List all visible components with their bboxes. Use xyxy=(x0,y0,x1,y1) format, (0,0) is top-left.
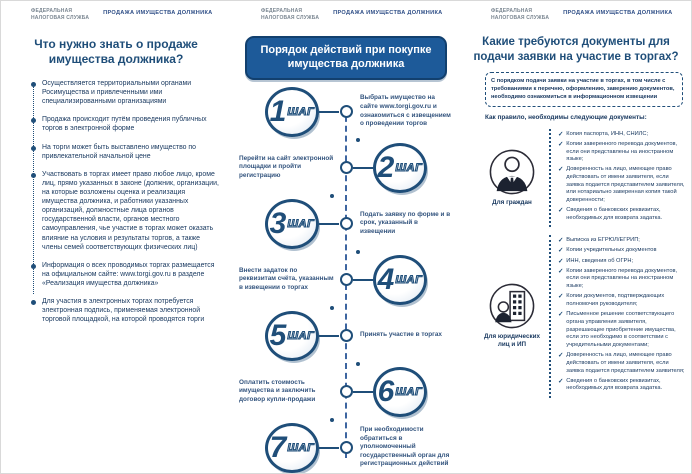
step-1 xyxy=(231,84,461,140)
step-number: 6 xyxy=(377,374,395,408)
program-title: ПРОДАЖА ИМУЩЕСТВА ДОЛЖНИКА xyxy=(563,10,673,16)
steps-title-box xyxy=(245,36,447,80)
step-6-badge-wrap xyxy=(353,367,453,417)
list-item: ✓ Копии документов, подтверждающих полномочия руководителя; xyxy=(558,293,665,308)
check-icon: ✓ xyxy=(558,267,564,275)
step-5-text: Принять участие в торгах xyxy=(360,331,442,339)
list-item: ✓ Письменное решение соответствующего органа управления заявителя, разрешающее приобретение имущества, если это необходимо в соответствии с учредительными документами; xyxy=(558,311,676,348)
step-2-badge xyxy=(373,143,427,193)
step-1-badge xyxy=(265,87,319,137)
list-item: На торги может быть выставлено имущество по привлекательной начальной цене xyxy=(31,143,221,161)
citizens-group xyxy=(481,129,685,228)
check-icon: ✓ xyxy=(558,247,564,255)
timeline-node xyxy=(340,329,353,342)
fns-header xyxy=(231,1,461,27)
timeline-node xyxy=(340,273,353,286)
check-icon: ✓ xyxy=(558,207,564,215)
citizens-checklist xyxy=(549,129,685,228)
legal-entities-label: Для юридических лиц и ИП xyxy=(484,333,540,349)
check-icon: ✓ xyxy=(558,237,564,245)
connector-line xyxy=(319,223,339,225)
legal-entities-icon-block xyxy=(481,283,543,349)
steps-timeline xyxy=(231,84,461,474)
citizens-label: Для граждан xyxy=(492,198,532,206)
list-item: ✓ ИНН, сведения об ОГРН; xyxy=(558,257,634,265)
step-label: ШАГ xyxy=(287,105,315,118)
agency-line1: ФЕДЕРАЛЬНАЯ xyxy=(31,8,73,14)
list-item: ✓ Выписка из ЕГРЮЛ/ЕГРИП; xyxy=(558,237,640,245)
step-7-badge-wrap xyxy=(239,423,339,473)
step-1-text: Выбрать имущество на сайте www.torgi.gov.ru и ознакомиться с извещением о проведении торгов xyxy=(360,94,451,128)
list-item: ✓ Копия паспорта, ИНН, СНИЛС; xyxy=(558,130,649,138)
right-panel-title: Какие требуются документы для подачи заявки на участие в торгах? xyxy=(473,36,679,63)
check-icon: ✓ xyxy=(558,140,564,148)
panel-steps xyxy=(231,1,461,473)
citizen-icon xyxy=(489,149,535,195)
list-item: Информация о всех проводимых торгах размещается на официальном сайте: www.torgi.gov.ru в разделе «Реализация имущества должника» xyxy=(31,261,221,288)
step-3 xyxy=(231,196,461,252)
connector-line xyxy=(353,279,373,281)
step-5-badge xyxy=(265,311,319,361)
connector-line xyxy=(353,391,373,393)
organization-icon xyxy=(489,283,535,329)
timeline-node xyxy=(340,385,353,398)
step-7-badge xyxy=(265,423,319,473)
step-label: ШАГ xyxy=(395,161,423,174)
step-2-badge-wrap xyxy=(353,143,453,193)
step-label: ШАГ xyxy=(287,441,315,454)
step-label: ШАГ xyxy=(287,217,315,230)
step-number: 3 xyxy=(269,206,287,240)
steps-title: Порядок действий при покупке имущества должника xyxy=(260,44,432,70)
list-item: Для участия в электронных торгах потребуется электронная подпись, применяемая электронной торговой площадкой, на которой проводятся торги xyxy=(31,297,221,324)
list-item: Участвовать в торгах имеет право любое лицо, кроме лиц, прямо указанных в законе (должник, организации, на которые возложены оценка и реализация имущества должника, и работники указанных организаций, должностные лица органов государственной власти, органов местного самоуправления, чье участие в торгах может оказать влияние на условия и результаты торгов, а также члены семей соответствующих физических лиц) xyxy=(31,170,221,252)
agency-line1: ФЕДЕРАЛЬНАЯ xyxy=(261,8,303,14)
step-number: 1 xyxy=(269,94,287,128)
list-item: ✓ Копии заверенного перевода документов, если они представлены на иностранном языке; xyxy=(558,267,678,290)
check-icon: ✓ xyxy=(558,377,564,385)
list-item: Продажа происходит путём проведения публичных торгов в электронной форме xyxy=(31,115,221,133)
agency-line2: НАЛОГОВАЯ СЛУЖБА xyxy=(491,14,550,21)
legal-entities-group xyxy=(481,235,685,397)
check-icon: ✓ xyxy=(558,257,564,265)
step-4-badge-wrap xyxy=(353,255,453,305)
list-item: ✓ Сведения о банковских реквизитах, необходимых для возврата задатка. xyxy=(558,207,663,222)
step-2-text: Перейти на сайт электронной площадки и пройти регистрацию xyxy=(239,154,334,179)
step-4 xyxy=(231,252,461,308)
agency-name xyxy=(491,8,549,21)
step-3-text: Подать заявку по форме и в срок, указанный в извещении xyxy=(360,210,451,235)
documents-intro: Как правило, необходимы следующие документы: xyxy=(485,113,647,121)
step-7 xyxy=(231,420,461,474)
notice-box: С порядком подачи заявки на участие в торгах, в том числе с требованиями к перечню, оформлению, заверению документов, необходимо ознакомиться в информационном извещении xyxy=(485,72,683,107)
connector-line xyxy=(353,167,373,169)
step-label: ШАГ xyxy=(395,385,423,398)
list-item: ✓ Доверенность на лицо, имеющее право действовать от имени заявителя, если заявка подается представителем заявителя; xyxy=(558,352,685,374)
list-item: ✓ Доверенность на лицо, имеющее право действовать от имени заявителя, если заявка подается представителем заявителя, или нотариально заверенная копия такой доверенности; xyxy=(558,166,685,204)
timeline-node xyxy=(340,161,353,174)
list-item: Осуществляется территориальными органами Росимущества и привлеченными ими специализированными организациями xyxy=(31,79,221,106)
program-title: ПРОДАЖА ИМУЩЕСТВА ДОЛЖНИКА xyxy=(103,10,213,16)
panel-about-sale xyxy=(1,1,231,473)
agency-line1: ФЕДЕРАЛЬНАЯ xyxy=(491,8,533,14)
step-number: 2 xyxy=(377,150,395,184)
program-title: ПРОДАЖА ИМУЩЕСТВА ДОЛЖНИКА xyxy=(333,10,443,16)
step-label: ШАГ xyxy=(287,329,315,342)
step-3-badge xyxy=(265,199,319,249)
agency-line2: НАЛОГОВАЯ СЛУЖБА xyxy=(261,14,320,21)
step-number: 7 xyxy=(269,430,287,464)
check-icon: ✓ xyxy=(558,311,564,319)
connector-line xyxy=(319,447,339,449)
step-number: 5 xyxy=(269,318,287,352)
step-1-badge-wrap xyxy=(239,87,339,137)
step-number: 4 xyxy=(377,262,395,296)
check-icon: ✓ xyxy=(558,166,564,174)
list-item: ✓ Сведения о банковских реквизитах, необходимых для возврата задатка. xyxy=(558,377,663,392)
agency-line2: НАЛОГОВАЯ СЛУЖБА xyxy=(31,14,90,21)
step-label: ШАГ xyxy=(395,273,423,286)
fns-header xyxy=(461,1,691,27)
step-7-text: При необходимости обратиться в уполномоченный государственный орган для регистрационных действий xyxy=(360,425,450,468)
step-2 xyxy=(231,140,461,196)
connector-line xyxy=(319,111,339,113)
facts-list xyxy=(31,79,221,324)
step-6 xyxy=(231,364,461,420)
agency-name xyxy=(261,8,319,21)
list-item: ✓ Копии заверенного перевода документов, если они представлены на иностранном языке; xyxy=(558,140,678,163)
step-5-badge-wrap xyxy=(239,311,339,361)
legal-entities-checklist xyxy=(549,235,685,397)
citizens-icon-block xyxy=(481,149,543,207)
fns-header xyxy=(1,1,231,27)
check-icon: ✓ xyxy=(558,130,564,138)
timeline-node xyxy=(340,441,353,454)
step-6-badge xyxy=(373,367,427,417)
step-4-badge xyxy=(373,255,427,305)
check-icon: ✓ xyxy=(558,293,564,301)
step-5 xyxy=(231,308,461,364)
agency-name xyxy=(31,8,89,21)
panel-documents xyxy=(461,1,691,473)
check-icon: ✓ xyxy=(558,352,564,360)
step-3-badge-wrap xyxy=(239,199,339,249)
timeline-node xyxy=(340,105,353,118)
step-4-text: Внести задаток по реквизитам счёта, указанным в извещении о торгах xyxy=(239,266,334,291)
timeline-node xyxy=(340,217,353,230)
list-item: ✓ Копии учредительных документов xyxy=(558,247,657,255)
connector-line xyxy=(319,335,339,337)
left-panel-title: Что нужно знать о продаже имущества должника? xyxy=(34,37,198,66)
step-6-text: Оплатить стоимость имущества и заключить договор купли-продажи xyxy=(239,378,316,403)
